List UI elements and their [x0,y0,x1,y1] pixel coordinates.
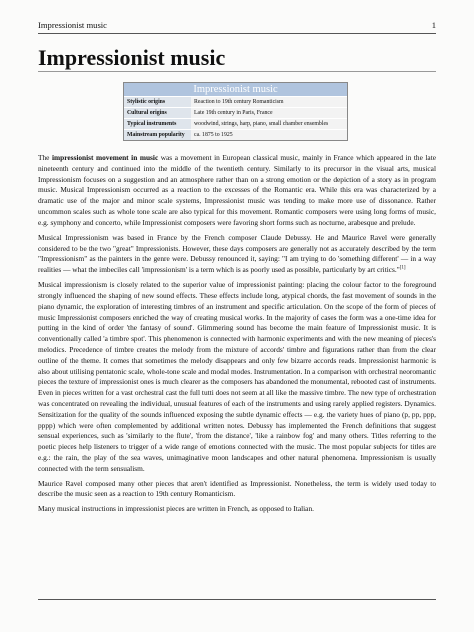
infobox-value: ca. 1875 to 1925 [191,130,347,140]
infobox-row [124,107,347,118]
infobox-title: Impressionist music [124,83,347,96]
header-rule [38,33,436,34]
infobox-label: Mainstream popularity [124,130,191,140]
footer-rule [38,599,436,600]
paragraph-characteristics: Musical impressionism is closely related to the superior value of impressionist painting: placing the colour factor to the foreground strongly influenced the shaping of new sound effects. These effects include long, atypical chords, the fast movement of sounds in the piano dynamic, the exploration of interesting timbres of an instrument and specific articulation. On the scope of the form of pieces of music Impressionist composers enriched the way of creating musical works. In the majority of cases the form was a one-time idea for putting in the kind of order 'the fantasy of sound'. Glimmering sound has become the main feature of Impressionist music. It is conventionally called 'a timbre spot'. This phenomenon is connected with harmonic experiments and with the new meaning of pieces's melodics. Precedence of timbre creates the melody from the mixture of accords' timbre and figurations rather than from the clear outline of the theme. It comes that sometimes the melody disappears and only few bizarre accords reads. Impressionist harmonic is also about utilising pentatonic scale, whole-tone scale and modal modes. Instrumentation. In a comparison with orchestral neoromantic pieces the texture of impressionist ones is much clearer as the composers has abandoned the monumental, rebooted cast of instruments. Even in pieces written for a vast orchestral cast the full tutti does not seem at all like the massive timbre. The new type of orchestration was concentrated on revealing the individual, unusual features of each of the instruments and using rarely applied registers. Dynamics. Sensitization for the quality of the sounds influenced exposing the subtle dynamic effects — e.g. the variety hues of piano (p, pp, ppp, pppp) which were often complemented by additional written notes. Debussy has implemented the French definitions that suggest sensual experiences, such as 'similarly to the flute', 'from the distance', 'like a rainbow fog' and many others. Titles referring to the poetic pieces help listeners to trigger of a wide range of emotions connected with the music. The most popular subjects for titles are e.g.: the rain, the play of the sea waves, unimaginative moon landscapes and other natural phenomena. Impressionism is usually connected with the term sensualism. [38,280,436,473]
running-header [38,20,436,32]
intro-lead: The [38,153,52,162]
infobox [123,82,348,141]
page-title: Impressionist music [38,45,226,70]
intro-text: was a movement in European classical music, mainly in France which appeared in the late nineteenth century and continued into the middle of the twentieth century. Similarly to its precursor in the visual arts, musical Impressionism focuses on a suggestion and an atmosphere rather than on a strong emotion or the depiction of a story as in program music. Musical Impressionism occurred as a reaction to the excesses of the Romantic era. While this era was characterized by a dramatic use of the major and minor scale systems, Impressionist music was tending to make more use of dissonance. Rather uncommon scales such as whole tone scale are also typical for this movement. Romantic composers were using long forms of music, e.g. symphony and concerto, while Impressionist composers were favoring short forms such as nocturne, arabesque and prelude. [38,153,436,227]
infobox-value: Late 19th century in Paris, France [191,108,347,118]
paragraph-ravel: Maurice Ravel composed many other pieces that aren't identified as Impressionist. Nonetheless, the term is widely used today to describe the music seen as a reaction to 19th century Romanticism. [38,478,436,499]
paragraph-debussy [38,233,436,276]
citation-link[interactable]: [1] [399,265,406,271]
infobox-row [124,96,347,107]
infobox-label: Typical instruments [124,119,191,129]
infobox-label: Cultural origins [124,108,191,118]
infobox-value: Reaction to 19th century Romanticism [191,97,347,107]
paragraph-text: Musical Impressionism was based in France by the French composer Claude Debussy. He and Maurice Ravel were generally considered to be the two "great" Impressionists. However, these days composers are generally not as accurately described by the term "Impressionism" as the painters in the genre were. Debussy renounced it, saying: "I am trying to do 'something different' — in a way realities — what the imbeciles call 'impressionism' is a term which is as poorly used as possible, particularly by art critics." [38,232,436,275]
infobox-row [124,118,347,129]
infobox-row [124,129,347,140]
intro-bold-term: impressionist movement in music [51,153,159,162]
running-title: Impressionist music [38,20,107,30]
paragraph-instructions: Many musical instructions in impressionist pieces are written in French, as opposed to Italian. [38,504,314,514]
infobox-value: woodwind, strings, harp, piano, small chamber ensembles [191,119,347,129]
page-number: 1 [431,20,436,30]
article-body [38,153,436,519]
infobox-label: Stylistic origins [124,97,191,107]
title-rule [38,71,436,72]
paragraph-intro [38,153,436,229]
